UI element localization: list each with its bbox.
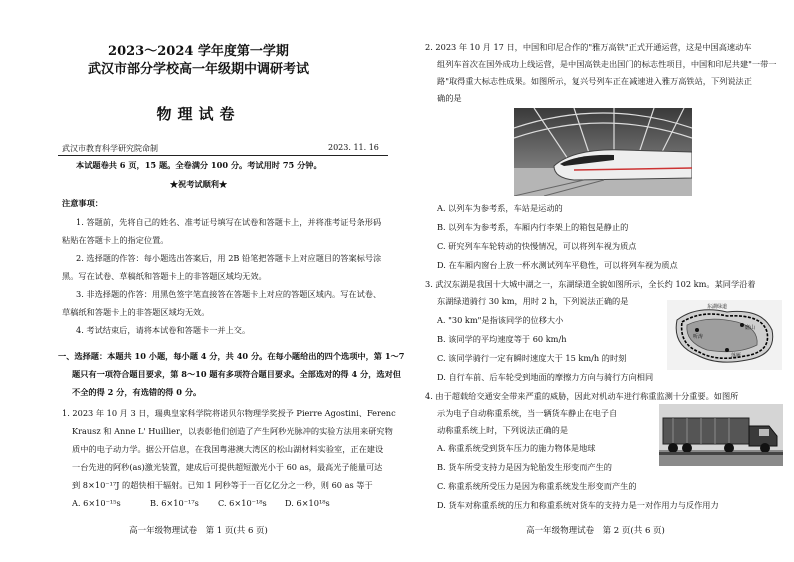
q4-line: 示为电子自动称重系统，当一辆货车静止在电子自: [437, 408, 618, 418]
q3-option-d: D. 自行车前、后车轮受到地面的摩擦力方向与骑行方向相同: [437, 372, 654, 382]
q1-line: 质中的电子动力学。据公开信息，在我国粤港澳大湾区的松山湖材料实验室，正在建设: [72, 444, 384, 454]
truck-weighing-photo: [659, 404, 783, 466]
map-label: 听涛: [693, 334, 704, 340]
q2-option-b: B. 以列车为参考系，车厢内行李架上的箱包是静止的: [437, 222, 629, 232]
q4-option-a: A. 称重系统受到货车压力的施力物体是地球: [437, 443, 596, 453]
q2-option-c: C. 研究列车车轮转动的快慢情况，可以将列车视为质点: [437, 241, 637, 251]
header-rule: [58, 155, 388, 156]
q1-line: 一台先进的阿秒(as)激光装置，建成后可提供超短激光小于 60 as，最高光子能量可达: [72, 462, 383, 472]
q1-option-b: B. 6×10⁻¹⁷s: [150, 498, 199, 508]
note-line: 4. 考试结束后，请将本试卷和答题卡一并上交。: [76, 325, 251, 335]
q1-line: Krausz 和 Anne L' Huillier，以表彰他们创造了产生阿秒光脉冲的实验方法用来研究物: [72, 426, 393, 436]
page-1-footer: 高一年级物理试卷 第 1 页(共 6 页): [129, 526, 268, 536]
q4-option-c: C. 称重系统所受压力是因为称重系统发生形变而产生的: [437, 481, 637, 491]
issuer: 武汉市教育科学研究院命制: [62, 144, 158, 153]
q4-line: 4. 由于超载给交通安全带来严重的威胁，因此对机动车进行称重监测十分重要。如图所: [425, 391, 739, 401]
subject-title: 物理试卷: [156, 105, 241, 123]
q2-line: 确的是: [437, 93, 462, 103]
map-label: 东湖绿道: [707, 304, 728, 310]
note-line: 3. 非选择题的作答：用黑色签字笔直接答在答题卡上对应的答题区域内。写在试卷、: [76, 289, 382, 299]
note-line: 粘贴在答题卡上的指定位置。: [62, 235, 169, 245]
q2-option-a: A. 以列车为参考系，车站是运动的: [437, 203, 563, 213]
section-1-line: 题只有一项符合题目要求，第 8～10 题有多项符合题目要求。全部选对的得 4 分，选对但: [72, 369, 401, 379]
q4-option-b: B. 货车所受支持力是因为轮胎发生形变而产生的: [437, 462, 612, 472]
section-1-line: 不全的得 2 分，有选错的得 0 分。: [72, 387, 202, 397]
q2-option-d: D. 在车厢内窗台上放一杯水测试列车平稳性，可以将列车视为质点: [437, 260, 678, 270]
exam-school-title: 武汉市部分学校高一年级期中调研考试: [87, 62, 309, 77]
page-2-footer: 高一年级物理试卷 第 2 页(共 6 页): [526, 526, 665, 536]
exam-intro: 本试题卷共 6 页，15 题。全卷满分 100 分。考试用时 75 分钟。: [76, 160, 322, 170]
map-label: 磨山: [745, 325, 756, 331]
map-label: 落雁: [731, 353, 742, 359]
good-luck: ★祝考试顺利★: [169, 179, 228, 189]
q3-option-a: A. "30 km"是指该同学的位移大小: [437, 315, 564, 325]
east-lake-greenway-map: [667, 300, 782, 370]
q1-line: 1. 2023 年 10 月 3 日，瑞典皇家科学院将诺贝尔物理学奖授予 Pierre Agostini、Ferenc: [62, 408, 396, 418]
q2-line: 组列车首次在国外成功上线运营，是中国高铁走出国门的标志性项目，中国和印尼共建"一带一: [437, 59, 777, 69]
q2-line: 2. 2023 年 10 月 17 日，中国和印尼合作的"雅万高铁"正式开通运营，这是中国高速动车: [425, 42, 752, 52]
section-1-line: 一、选择题：本题共 10 小题，每小题 4 分，共 40 分。在每小题给出的四个选项中，第 1～7: [58, 351, 405, 361]
q4-line: 动称重系统上时，下列说法正确的是: [437, 425, 569, 435]
high-speed-train-photo: [514, 108, 692, 196]
q1-line: 到 8×10⁻¹⁷J 的超快相干辐射。已知 1 阿秒等于一百亿亿分之一秒，则 60 as 等于: [72, 480, 373, 490]
note-line: 黑。写在试卷、草稿纸和答题卡上的非答题区域均无效。: [62, 271, 267, 281]
exam-date: 2023. 11. 16: [328, 143, 379, 152]
notes-title: 注意事项：: [62, 198, 103, 208]
note-line: 草稿纸和答题卡上的非答题区域均无效。: [62, 307, 210, 317]
q4-option-d: D. 货车对称重系统的压力和称重系统对货车的支持力是一对作用力与反作用力: [437, 500, 719, 510]
q3-option-b: B. 该同学的平均速度等于 60 km/h: [437, 334, 567, 344]
q1-option-d: D. 6×10¹⁸s: [285, 498, 330, 508]
q1-option-c: C. 6×10⁻¹⁸s: [218, 498, 267, 508]
note-line: 2. 选择题的作答：每小题选出答案后，用 2B 铅笔把答题卡上对应题目的答案标号涂: [76, 253, 382, 263]
page-2: [397, 0, 794, 562]
q3-line: 东湖绿道骑行 30 km，用时 2 h，下列说法正确的是: [437, 296, 629, 306]
note-line: 1. 答题前，先将自己的姓名、准考证号填写在试卷和答题卡上，并将准考证号条形码: [76, 217, 382, 227]
q2-line: 路"取得重大标志性成果。如图所示，复兴号列车正在减速进入雅万高铁站，下列说法正: [437, 76, 752, 86]
q3-option-c: C. 该同学骑行一定有瞬时速度大于 15 km/h 的时刻: [437, 353, 627, 363]
q1-option-a: A. 6×10⁻¹⁵s: [72, 498, 121, 508]
q3-line: 3. 武汉东湖是我国十大城中湖之一，东湖绿道全貌如图所示，全长约 102 km。某同学沿着: [425, 279, 756, 289]
exam-year-title: 2023～2024 学年度第一学期: [108, 44, 289, 59]
